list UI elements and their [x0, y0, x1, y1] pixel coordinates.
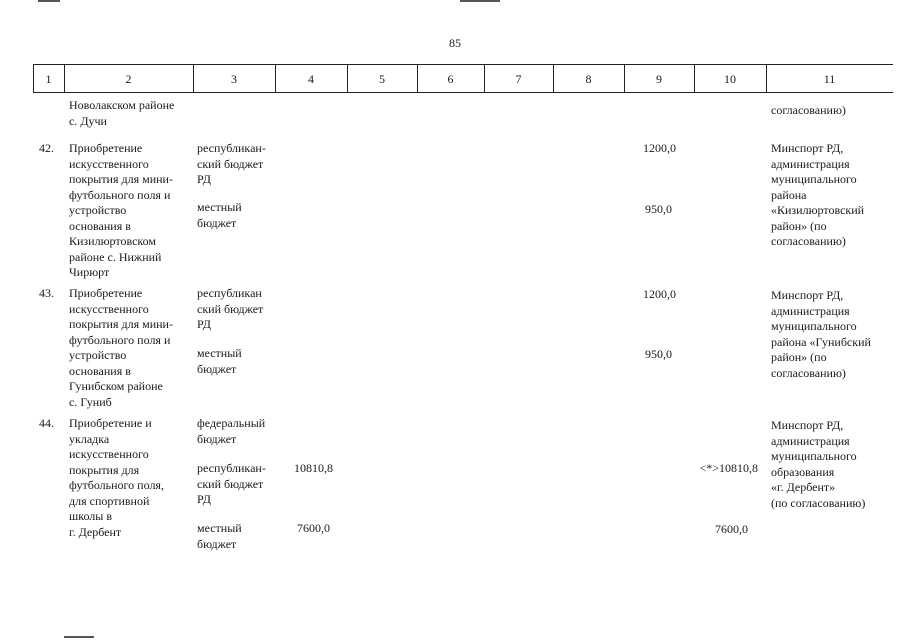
funding-source: республикан- ский бюджет РД	[197, 141, 266, 186]
measure-name: Приобретение искусственного покрытия для мини- футбольного поля и устройство основания в Гунибском районе с. Гуниб	[69, 286, 173, 409]
row-number: 42.	[39, 141, 54, 155]
funding-source: республикан ский бюджет РД	[197, 286, 264, 331]
column-header: 2	[125, 72, 132, 86]
column-header: 9	[656, 72, 662, 86]
scan-edge-mark	[64, 636, 94, 638]
header-bottom-rule	[33, 92, 893, 93]
amount-col4: 10810,8	[294, 461, 333, 475]
measure-name: Приобретение и укладка искусственного покрытия для футбольного поля, для спортивной школы в г. Дербент	[69, 416, 164, 539]
scan-edge-mark	[460, 0, 500, 2]
column-header: 1	[45, 72, 52, 86]
scan-edge-mark	[38, 0, 60, 2]
column-header: 3	[231, 72, 237, 86]
funding-source: местный бюджет	[197, 200, 242, 230]
amount-col9: 950,0	[645, 202, 672, 216]
column-header: 10	[724, 72, 736, 86]
amount-col10: <*>10810,8	[699, 461, 758, 475]
row-number: 43.	[39, 286, 54, 300]
funding-source: республикан- ский бюджет РД	[197, 461, 266, 506]
page-number: 85	[449, 36, 461, 50]
responsible-party: Минспорт РД, администрация муниципального района «Гунибский район» (по согласованию)	[771, 288, 871, 380]
measure-name: Приобретение искусственного покрытия для мини- футбольного поля и устройство основания в Кизилюртовском районе с. Нижний Чирюрт	[69, 141, 173, 279]
row-number: 44.	[39, 416, 54, 430]
funding-source: местный бюджет	[197, 521, 242, 551]
amount-col9: 1200,0	[643, 287, 676, 301]
funding-source: местный бюджет	[197, 346, 242, 376]
amount-col9: 950,0	[645, 347, 672, 361]
funding-source: федеральный бюджет	[197, 416, 266, 446]
column-header: 8	[585, 72, 592, 86]
column-header: 5	[379, 72, 385, 86]
responsible-party: Минспорт РД, администрация муниципального образования «г. Дербент» (по согласованию)	[771, 418, 866, 510]
responsible-party: Минспорт РД, администрация муниципального района «Кизилюртовский район» (по согласованию)	[771, 141, 865, 248]
column-header: 11	[823, 72, 836, 86]
column-header: 6	[447, 72, 454, 86]
header-top-rule	[33, 64, 893, 65]
responsible-party: согласованию)	[771, 103, 846, 117]
amount-col4: 7600,0	[297, 521, 330, 535]
amount-col10: 7600,0	[715, 522, 748, 536]
measure-name: Новолакском районе с. Дучи	[69, 98, 175, 128]
amount-col9: 1200,0	[643, 141, 676, 155]
column-header: 4	[308, 72, 314, 86]
column-header: 7	[515, 72, 522, 86]
